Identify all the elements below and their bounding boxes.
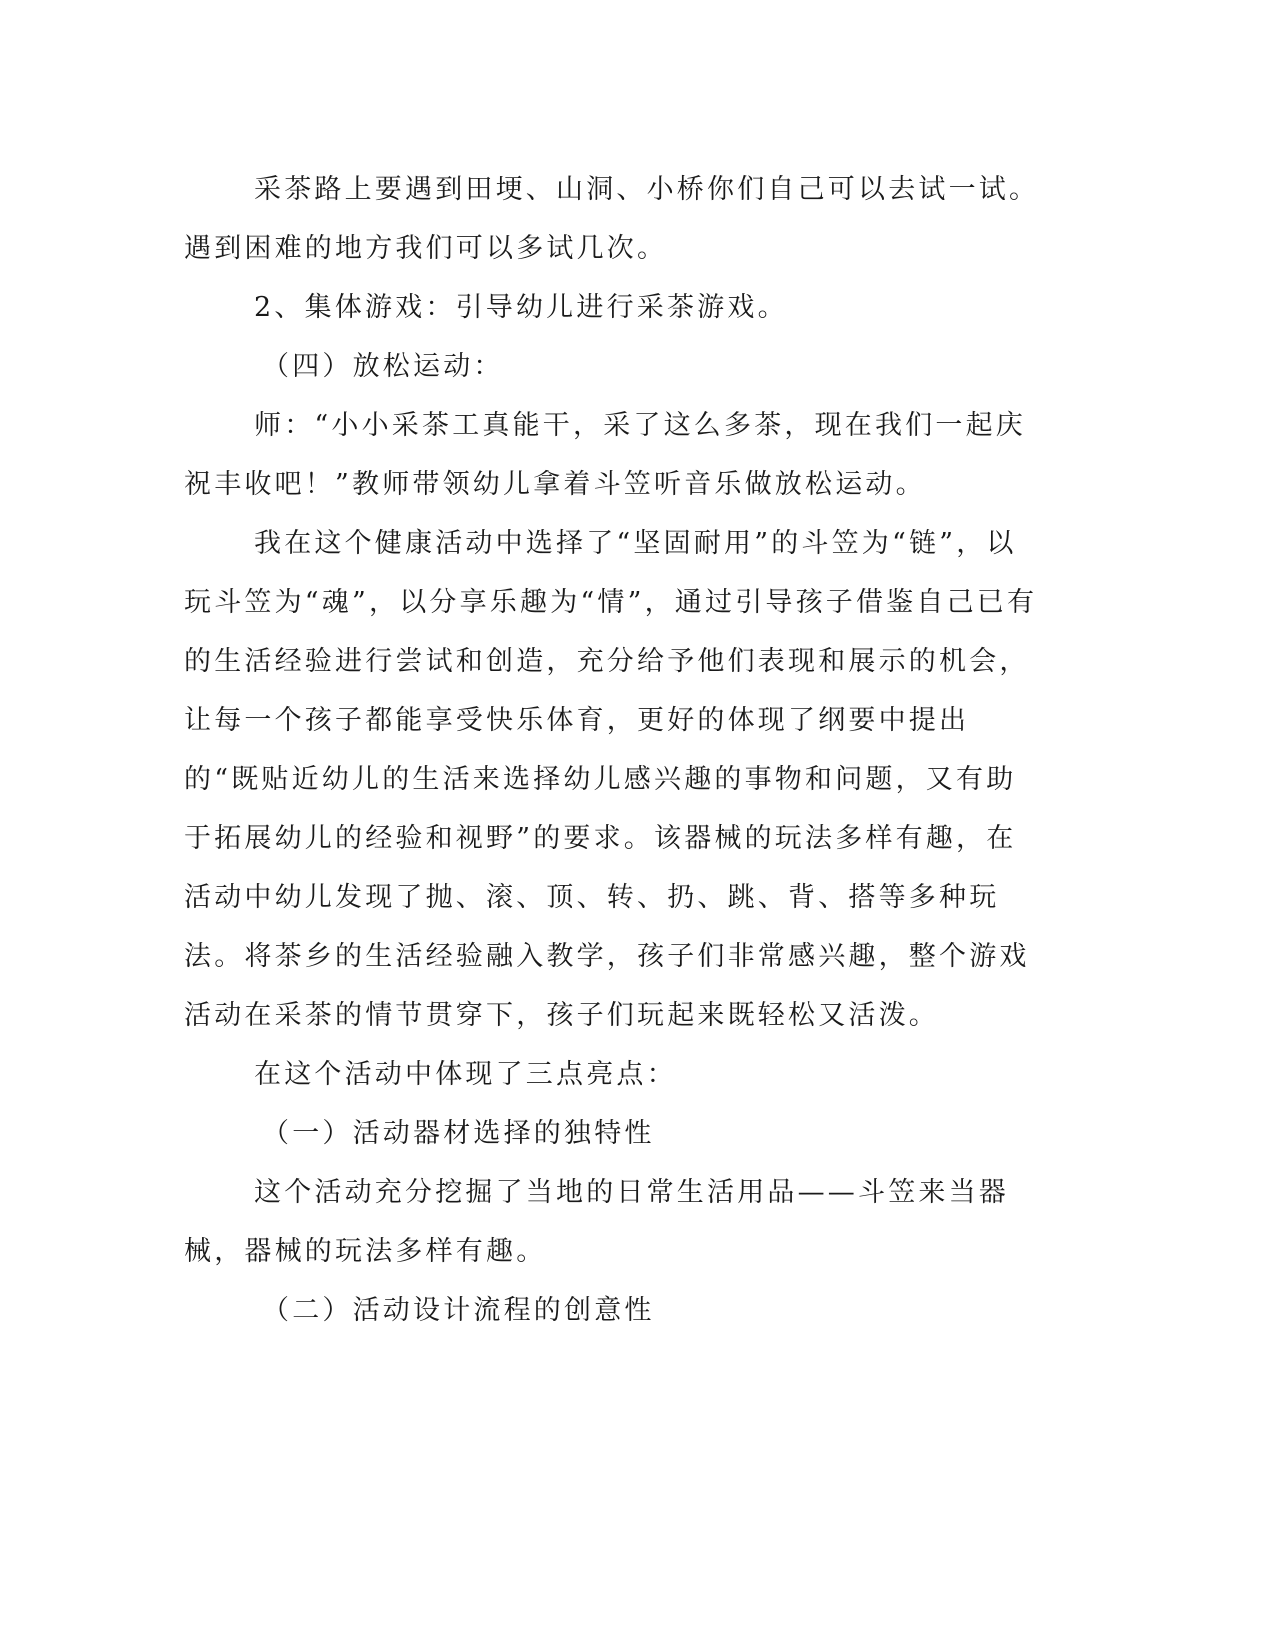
paragraph-group-game: 2、集体游戏：引导幼儿进行采茶游戏。 [254,292,788,323]
section-heading-equipment: （一）活动器材选择的独特性 [262,1118,655,1149]
document-body [184,160,1044,1340]
section-heading-design: （二）活动设计流程的创意性 [262,1295,655,1326]
paragraph-reflection: 我在这个健康活动中选择了“坚固耐用”的斗笠为“链”，以玩斗笠为“魂”，以分享乐趣为“情”，通过引导孩子借鉴自己已有的生活经验进行尝试和创造，充分给予他们表现和展示的机会，让每一个孩子都能享受快乐体育，更好的体现了纲要中提出的“既贴近幼儿的生活来选择幼儿感兴趣的事物和问题，又有助于拓展幼儿的经验和视野”的要求。该器械的玩法多样有趣，在活动中幼儿发现了抛、滚、顶、转、扔、跳、背、搭等多种玩法。将茶乡的生活经验融入教学，孩子们非常感兴趣，整个游戏活动在采茶的情节贯穿下，孩子们玩起来既轻松又活泼。 [184,528,1038,1031]
section-heading-relaxation: （四）放松运动： [262,351,504,382]
paragraph-highlights-intro: 在这个活动中体现了三点亮点： [254,1059,677,1090]
paragraph-route-obstacles: 采茶路上要遇到田埂、山洞、小桥你们自己可以去试一试。遇到困难的地方我们可以多试几次。 [184,174,1040,264]
paragraph-teacher-quote: 师：“小小采茶工真能干，采了这么多茶，现在我们一起庆祝丰收吧！”教师带领幼儿拿着斗笠听音乐做放松运动。 [184,410,1027,500]
paragraph-equipment: 这个活动充分挖掘了当地的日常生活用品——斗笠来当器械，器械的玩法多样有趣。 [184,1177,1009,1267]
